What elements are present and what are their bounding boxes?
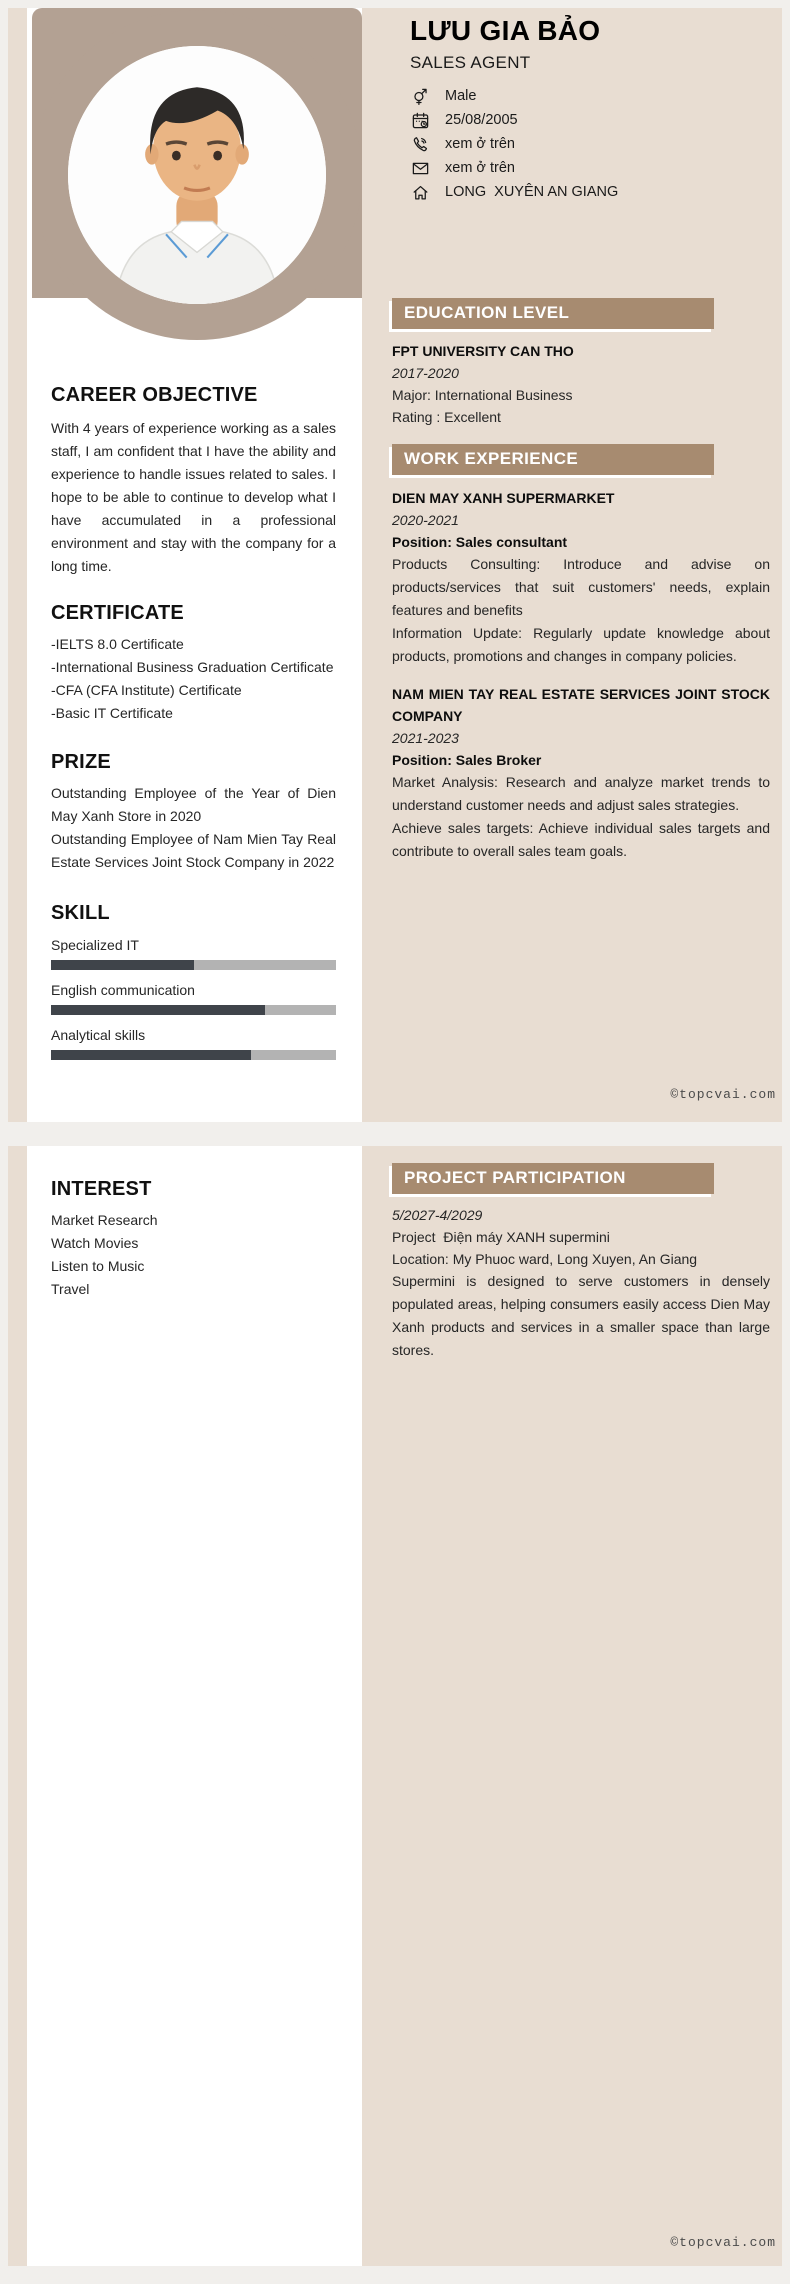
project-description: Supermini is designed to serve customers in densely populated areas, helping consumers easily access Dien May Xanh products and services in a smaller space than large stores. [392, 1273, 770, 1358]
certificate-list [51, 633, 336, 725]
project-name: Project Điện máy XANH supermini [392, 1229, 610, 1245]
skill-heading: SKILL [51, 902, 110, 924]
interest-item: Watch Movies [51, 1235, 139, 1251]
main-column [362, 8, 782, 1122]
contact-value: Male [445, 88, 477, 104]
interest-heading: INTEREST [51, 1178, 152, 1200]
mail-icon [410, 158, 430, 178]
interest-item: Market Research [51, 1212, 158, 1228]
sidebar-content [27, 384, 362, 1060]
work-section-header: WORK EXPERIENCE [392, 444, 714, 475]
profile-photo [68, 46, 326, 304]
contact-value: xem ở trên [445, 160, 515, 176]
calendar-icon [410, 110, 430, 130]
project-years: 5/2027-4/2029 [392, 1207, 483, 1223]
company-name: NAM MIEN TAY REAL ESTATE SERVICES JOINT STOCK COMPANY [392, 686, 770, 724]
skill-label: English communication [51, 982, 195, 998]
left-sidebar [27, 1146, 362, 2266]
career-objective-text: With 4 years of experience working as a sales staff, I am confident that I have the ability and experience to handle issues related to sales. I hope to be able to continue to develop what I have accumulated in a professional environment and stay with the company for a long time. [51, 420, 336, 574]
skill-row [51, 1027, 336, 1060]
left-sidebar [27, 8, 362, 1122]
skill-label: Specialized IT [51, 937, 139, 953]
prize-item: Outstanding Employee of Nam Mien Tay Real Estate Services Joint Stock Company in 2022 [51, 831, 336, 870]
photo-ring [32, 10, 362, 340]
education-major: Major: International Business [392, 387, 573, 403]
job-title: SALES AGENT [410, 53, 531, 72]
person-name: LƯU GIA BẢO [410, 15, 601, 46]
project-body [392, 1204, 770, 1362]
skill-row [51, 982, 336, 1015]
contact-list [410, 84, 770, 204]
certificate-item: -International Business Graduation Certificate [51, 659, 334, 675]
contact-row-birthdate [410, 108, 770, 132]
watermark: ©topcvai.com [670, 2235, 776, 2250]
skill-bar-fill [51, 1050, 251, 1060]
contact-value: 25/08/2005 [445, 112, 518, 128]
interest-item: Listen to Music [51, 1258, 145, 1274]
work-years: 2021-2023 [392, 730, 459, 746]
certificate-item: -CFA (CFA Institute) Certificate [51, 682, 242, 698]
company-name: DIEN MAY XANH SUPERMARKET [392, 490, 615, 506]
certificate-item: -Basic IT Certificate [51, 705, 173, 721]
education-rating: Rating : Excellent [392, 409, 501, 425]
contact-row-phone [410, 132, 770, 156]
skill-bar-fill [51, 1005, 265, 1015]
skill-label: Analytical skills [51, 1027, 146, 1043]
interest-item: Travel [51, 1281, 90, 1297]
certificate-item: -IELTS 8.0 Certificate [51, 636, 184, 652]
prize-item: Outstanding Employee of the Year of Dien May Xanh Store in 2020 [51, 785, 336, 824]
certificate-heading: CERTIFICATE [51, 602, 184, 624]
project-section-header: PROJECT PARTICIPATION [392, 1163, 714, 1194]
work-detail: Market Analysis: Research and analyze market trends to understand customer needs and adjust sales strategies. [392, 774, 770, 813]
contact-value: xem ở trên [445, 136, 515, 152]
education-years: 2017-2020 [392, 365, 459, 381]
home-icon [410, 182, 430, 202]
cv-page-2 [8, 1146, 782, 2266]
prize-heading: PRIZE [51, 751, 111, 773]
work-detail: Products Consulting: Introduce and advise on products/services that suit customers' needs, explain features and benefits [392, 556, 770, 618]
cv-page-1 [8, 8, 782, 1122]
work-entry [392, 487, 770, 668]
skill-bar-fill [51, 960, 194, 970]
skill-bar-track [51, 1050, 336, 1060]
photo-area [27, 8, 362, 298]
watermark: ©topcvai.com [670, 1087, 776, 1102]
work-detail: Achieve sales targets: Achieve individual sales targets and contribute to overall sales team goals. [392, 820, 770, 859]
school-name: FPT UNIVERSITY CAN THO [392, 343, 574, 359]
contact-row-address [410, 180, 770, 204]
identity-block [392, 14, 770, 204]
sidebar-content [27, 1178, 362, 1301]
avatar-illustration [68, 46, 326, 304]
contact-value: LONG XUYÊN AN GIANG [445, 184, 619, 200]
phone-icon [410, 134, 430, 154]
main-column [362, 1146, 782, 2266]
skill-row [51, 937, 336, 970]
project-location: Location: My Phuoc ward, Long Xuyen, An Giang [392, 1251, 698, 1267]
work-entry [392, 683, 770, 863]
work-position: Position: Sales consultant [392, 534, 568, 550]
contact-row-gender [410, 84, 770, 108]
skill-bar-track [51, 1005, 336, 1015]
skill-bar-track [51, 960, 336, 970]
interest-list [51, 1209, 336, 1301]
education-section-header: EDUCATION LEVEL [392, 298, 714, 329]
education-body [392, 340, 770, 428]
work-detail: Information Update: Regularly update knowledge about products, promotions and changes in company policies. [392, 625, 770, 664]
gender-icon [410, 86, 430, 106]
contact-row-email [410, 156, 770, 180]
career-objective-heading: CAREER OBJECTIVE [51, 384, 258, 406]
work-position: Position: Sales Broker [392, 752, 542, 768]
work-years: 2020-2021 [392, 512, 459, 528]
